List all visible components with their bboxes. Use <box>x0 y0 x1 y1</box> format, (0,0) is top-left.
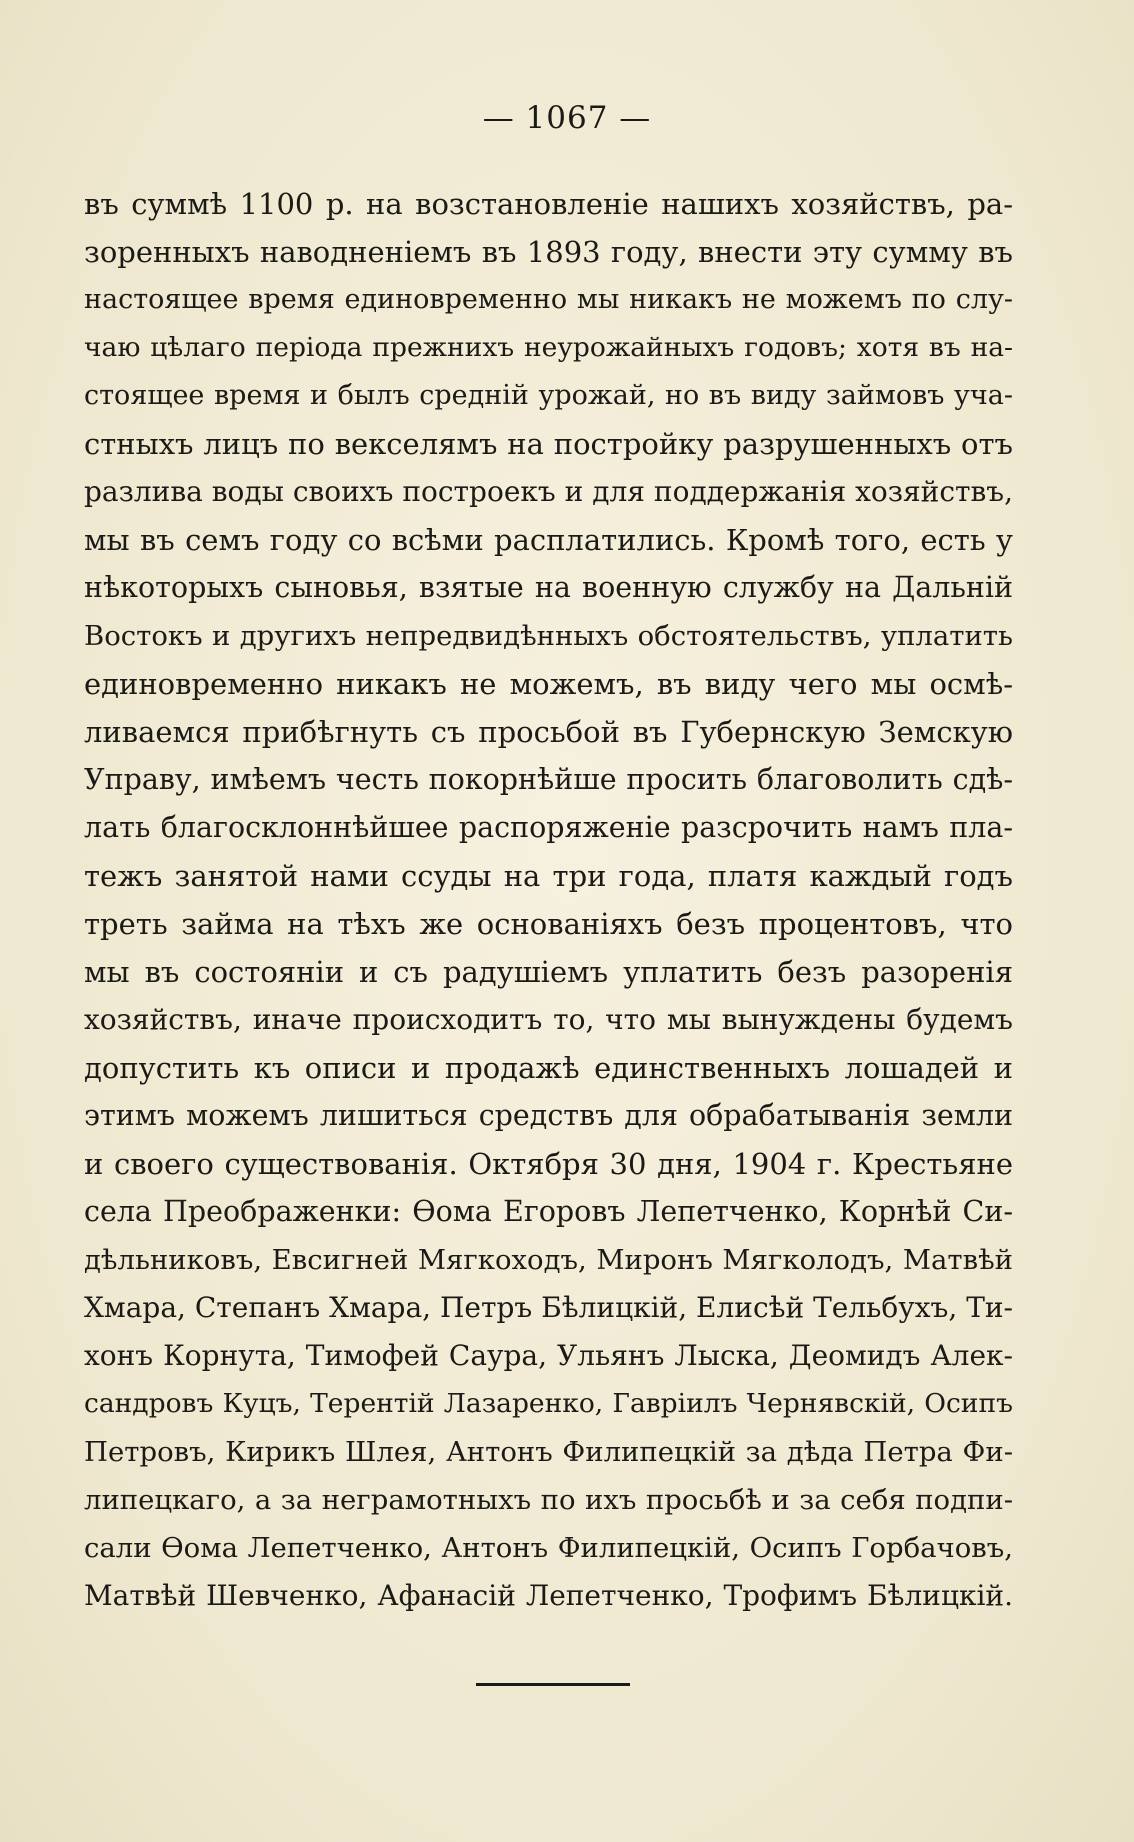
text-line: этимъ можемъ лишиться средствъ для обрабатыванія земли <box>84 1099 1013 1132</box>
text-line: треть займа на тѣхъ же основаніяхъ безъ процентовъ, что <box>84 907 1013 941</box>
text-line: ливаемся прибѣгнуть съ просьбой въ Губернскую Земскую <box>84 715 1013 749</box>
text-line: сали Ѳома Лепетченко, Антонъ Филипецкій, Осипъ Горбачовъ, <box>84 1532 1013 1564</box>
text-line: липецкаго, а за неграмотныхъ по ихъ просьбѣ и за себя подпи- <box>84 1484 1013 1516</box>
text-line: въ суммѣ 1100 р. на возстановленіе нашихъ хозяйствъ, ра- <box>84 187 1013 221</box>
text-line: Востокъ и другихъ непредвидѣнныхъ обстоятельствъ, уплатить <box>84 620 1013 652</box>
text-line: чаю цѣлаго періода прежнихъ неурожайныхъ годовъ; хотя въ на- <box>84 332 1013 363</box>
text-line: Управу, имѣемъ честь покорнѣйше просить благоволить сдѣ- <box>84 763 1013 796</box>
text-line: Петровъ, Кирикъ Шлея, Антонъ Филипецкій за дѣда Петра Фи- <box>84 1436 1013 1468</box>
text-line: единовременно никакъ не можемъ, въ виду чего мы осмѣ- <box>84 667 1013 701</box>
text-line: хозяйствъ, иначе происходитъ то, что мы вынуждены будемъ <box>84 1003 1013 1036</box>
text-line: села Преображенки: Ѳома Егоровъ Лепетченко, Корнѣй Си- <box>84 1195 1013 1228</box>
text-line: стныхъ лицъ по векселямъ на постройку разрушенныхъ отъ <box>84 427 1013 461</box>
text-line: нѣкоторыхъ сыновья, взятые на военную службу на Дальній <box>84 571 1013 604</box>
text-line: допустить къ описи и продажѣ единственныхъ лошадей и <box>84 1051 1013 1085</box>
text-line: лать благосклоннѣйшее распоряженіе разсрочить намъ пла- <box>84 811 1013 844</box>
text-line: хонъ Корнута, Тимофей Саура, Ульянъ Лыска, Деомидъ Алек- <box>84 1339 1013 1372</box>
text-line: сандровъ Куцъ, Терентій Лазаренко, Гавріилъ Чернявскій, Осипъ <box>84 1388 1013 1419</box>
text-line: зоренныхъ наводненіемъ въ 1893 году, внести эту сумму въ <box>84 235 1013 269</box>
body-text <box>84 180 1013 1620</box>
page-number: — 1067 — <box>482 100 652 136</box>
text-line: разлива воды своихъ построекъ и для поддержанія хозяйствъ, <box>84 475 1013 508</box>
text-line: дѣльниковъ, Евсигней Мягкоходъ, Миронъ Мягколодъ, Матвѣй <box>84 1244 1013 1276</box>
text-line: Матвѣй Шевченко, Афанасій Лепетченко, Трофимъ Бѣлицкій. <box>84 1579 1013 1612</box>
text-line: стоящее время и былъ средній урожай, но въ виду займовъ уча- <box>84 380 1013 411</box>
text-line: мы въ семъ году со всѣми расплатились. Кромѣ того, есть у <box>84 523 1013 557</box>
text-line: тежъ занятой нами ссуды на три года, платя каждый годъ <box>84 859 1013 893</box>
text-line: настоящее время единовременно мы никакъ не можемъ по слу- <box>84 284 1013 315</box>
text-line: мы въ состояніи и съ радушіемъ уплатить безъ разоренія <box>84 955 1013 989</box>
text-line: и своего существованія. Октября 30 дня, 1904 г. Крестьяне <box>84 1147 1013 1181</box>
text-line: Хмара, Степанъ Хмара, Петръ Бѣлицкій, Елисѣй Тельбухъ, Ти- <box>84 1291 1013 1324</box>
closing-rule <box>476 1683 630 1686</box>
